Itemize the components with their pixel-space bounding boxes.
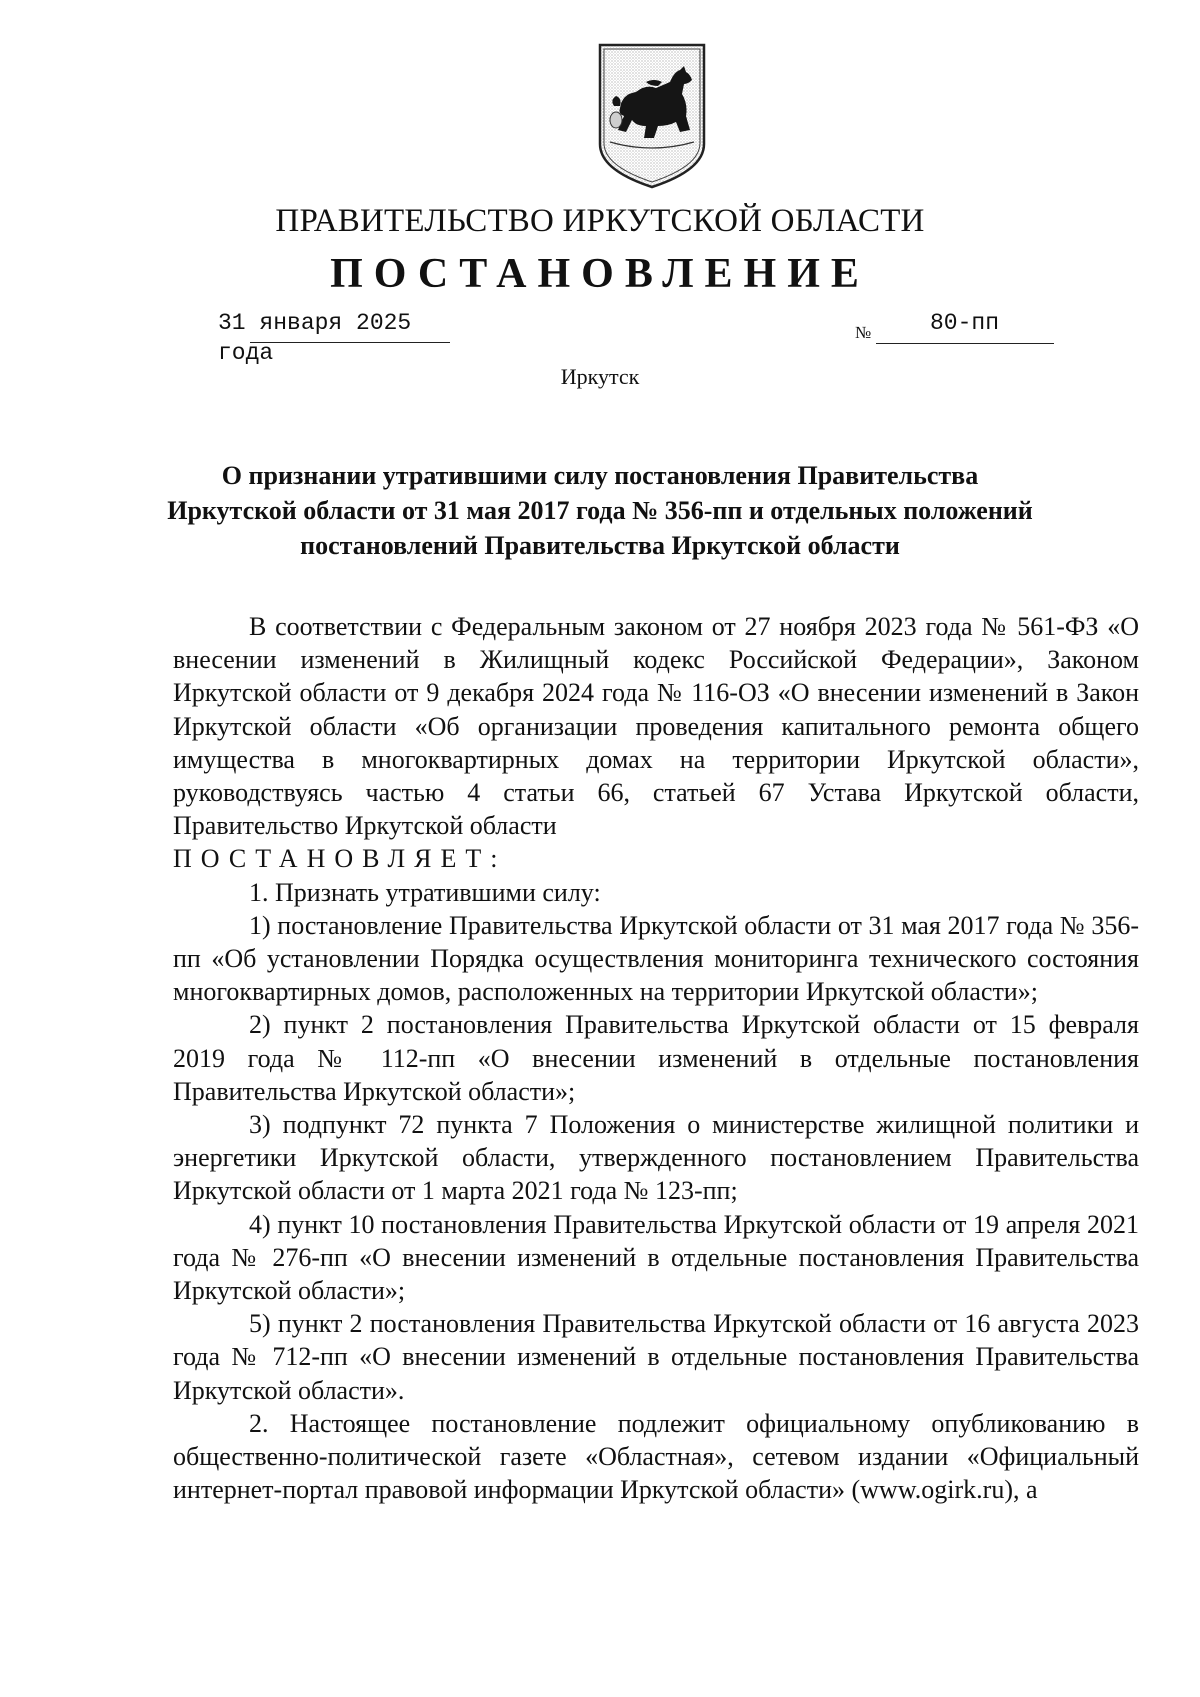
subclause-5: 5) пункт 2 постановления Правительства Иркутской области от 16 августа 2023 года № 712-пп «О внесении изменений в отдельные постановления Правительства Иркутской области». — [173, 1309, 1139, 1405]
preamble-paragraph: В соответствии с Федеральным законом от 27 ноября 2023 года № 561-ФЗ «О внесении изменений в Жилищный кодекс Российской Федерации», Законом Иркутской области от 9 декабря 2024 года № 116-ОЗ «О внесении изменений в Закон Иркутской области «Об организации проведения капитального ремонта общего имущества в многоквартирных домах на территории Иркутской области», руководствуясь частью 4 статьи 66, статьей 67 Устава Иркутской области, Правительство Иркутской области — [173, 612, 1139, 841]
clause-2: 2. Настоящее постановление подлежит официальному опубликованию в общественно-политической газете «Областная», сетевом издании «Официальный интернет-портал правовой информации Иркутской области» (www.ogirk.ru), а — [173, 1408, 1139, 1505]
coat-of-arms-icon — [596, 42, 708, 190]
number-label: № — [855, 323, 872, 342]
coat-of-arms-emblem — [596, 42, 708, 190]
government-name: ПРАВИТЕЛЬСТВО ИРКУТСКОЙ ОБЛАСТИ — [275, 203, 925, 239]
document-type: ПОСТАНОВЛЕНИЕ — [330, 251, 870, 297]
date-underline — [250, 342, 450, 343]
clause-1: 1. Признать утратившими силу: — [249, 877, 601, 907]
number-underline — [876, 343, 1054, 344]
subclause-3: 3) подпункт 72 пункта 7 Положения о министерстве жилищной политики и энергетики Иркутской области, утвержденного постановлением Правительства Иркутской области от 1 марта 2021 года № 123-пп; — [173, 1110, 1139, 1206]
subclause-2: 2) пункт 2 постановления Правительства Иркутской области от 15 февраля 2019 года № 112-пп «О внесении изменений в отдельные постановления Правительства Иркутской области»; — [173, 1010, 1139, 1106]
city-name: Иркутск — [560, 364, 640, 389]
document-date: 31 января 2025 года — [218, 310, 412, 366]
document-title: О признании утратившими силу постановления Правительства Иркутской области от 31 мая 2017 года № 356-пп и отдельных положений постановлений Правительства Иркутской области — [167, 461, 1033, 560]
document-number: 80-пп — [930, 310, 1000, 336]
decree-word: ПОСТАНОВЛЯЕТ: — [173, 844, 507, 874]
document-body — [173, 610, 1139, 1506]
subclause-1: 1) постановление Правительства Иркутской области от 31 мая 2017 года № 356-пп «Об установлении Порядка осуществления мониторинга технического состояния многоквартирных домов, расположенных на территории Иркутской области»; — [173, 910, 1139, 1007]
subclause-4: 4) пункт 10 постановления Правительства Иркутской области от 19 апреля 2021 года № 276-пп «О внесении изменений в отдельные постановления Правительства Иркутской области»; — [173, 1209, 1139, 1306]
